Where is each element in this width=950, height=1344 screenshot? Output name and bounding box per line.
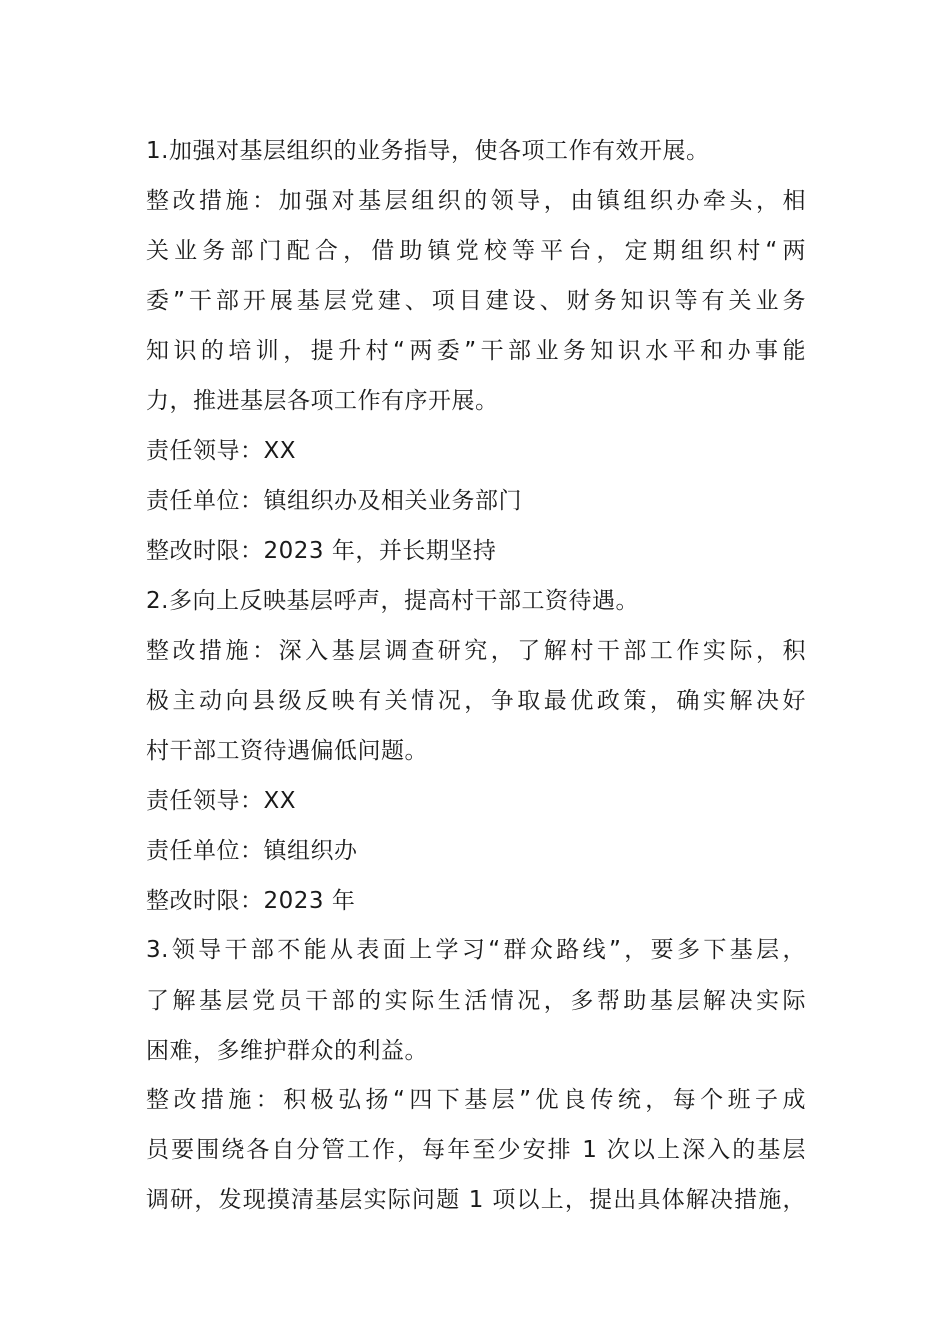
- item-1-responsible-unit: 责任单位：镇组织办及相关业务部门: [146, 488, 522, 514]
- item-2-responsible-unit: 责任单位：镇组织办: [146, 838, 358, 864]
- item-2-heading: 2.多向上反映基层呼声，提高村干部工资待遇。: [146, 588, 639, 614]
- item-3-heading-line-2: 了解基层党员干部的实际生活情况，多帮助基层解决实际: [146, 988, 806, 1014]
- item-3-measures-line-2: 员要围绕各自分管工作，每年至少安排 1 次以上深入的基层: [146, 1137, 806, 1163]
- item-1-measures-line-5: 力，推进基层各项工作有序开展。: [146, 388, 499, 414]
- item-2-measures-line-3: 村干部工资待遇偏低问题。: [146, 738, 428, 764]
- item-1-heading: 1.加强对基层组织的业务指导，使各项工作有效开展。: [146, 138, 710, 164]
- item-1-measures-line-1: 整改措施：加强对基层组织的领导，由镇组织办牵头，相: [146, 188, 806, 214]
- item-1-measures-line-3: 委”干部开展基层党建、项目建设、财务知识等有关业务: [146, 288, 806, 314]
- item-2-measures-line-2: 极主动向县级反映有关情况，争取最优政策，确实解决好: [146, 688, 806, 714]
- item-2-responsible-leader: 责任领导：XX: [146, 788, 297, 814]
- item-2-deadline: 整改时限：2023 年: [146, 888, 356, 914]
- item-1-responsible-leader: 责任领导：XX: [146, 438, 297, 464]
- item-2-measures-line-1: 整改措施：深入基层调查研究，了解村干部工作实际，积: [146, 638, 806, 664]
- item-3-measures-line-1: 整改措施：积极弘扬“四下基层”优良传统，每个班子成: [146, 1087, 806, 1113]
- item-3-heading-line-1: 3.领导干部不能从表面上学习“群众路线”，要多下基层，: [146, 937, 806, 963]
- item-3-measures-line-3: 调研，发现摸清基层实际问题 1 项以上，提出具体解决措施，: [146, 1187, 806, 1213]
- item-1-measures-line-4: 知识的培训，提升村“两委”干部业务知识水平和办事能: [146, 338, 806, 364]
- item-1-deadline: 整改时限：2023 年，并长期坚持: [146, 538, 497, 564]
- item-1-measures-line-2: 关业务部门配合，借助镇党校等平台，定期组织村“两: [146, 238, 806, 264]
- item-3-heading-line-3: 困难，多维护群众的利益。: [146, 1038, 428, 1064]
